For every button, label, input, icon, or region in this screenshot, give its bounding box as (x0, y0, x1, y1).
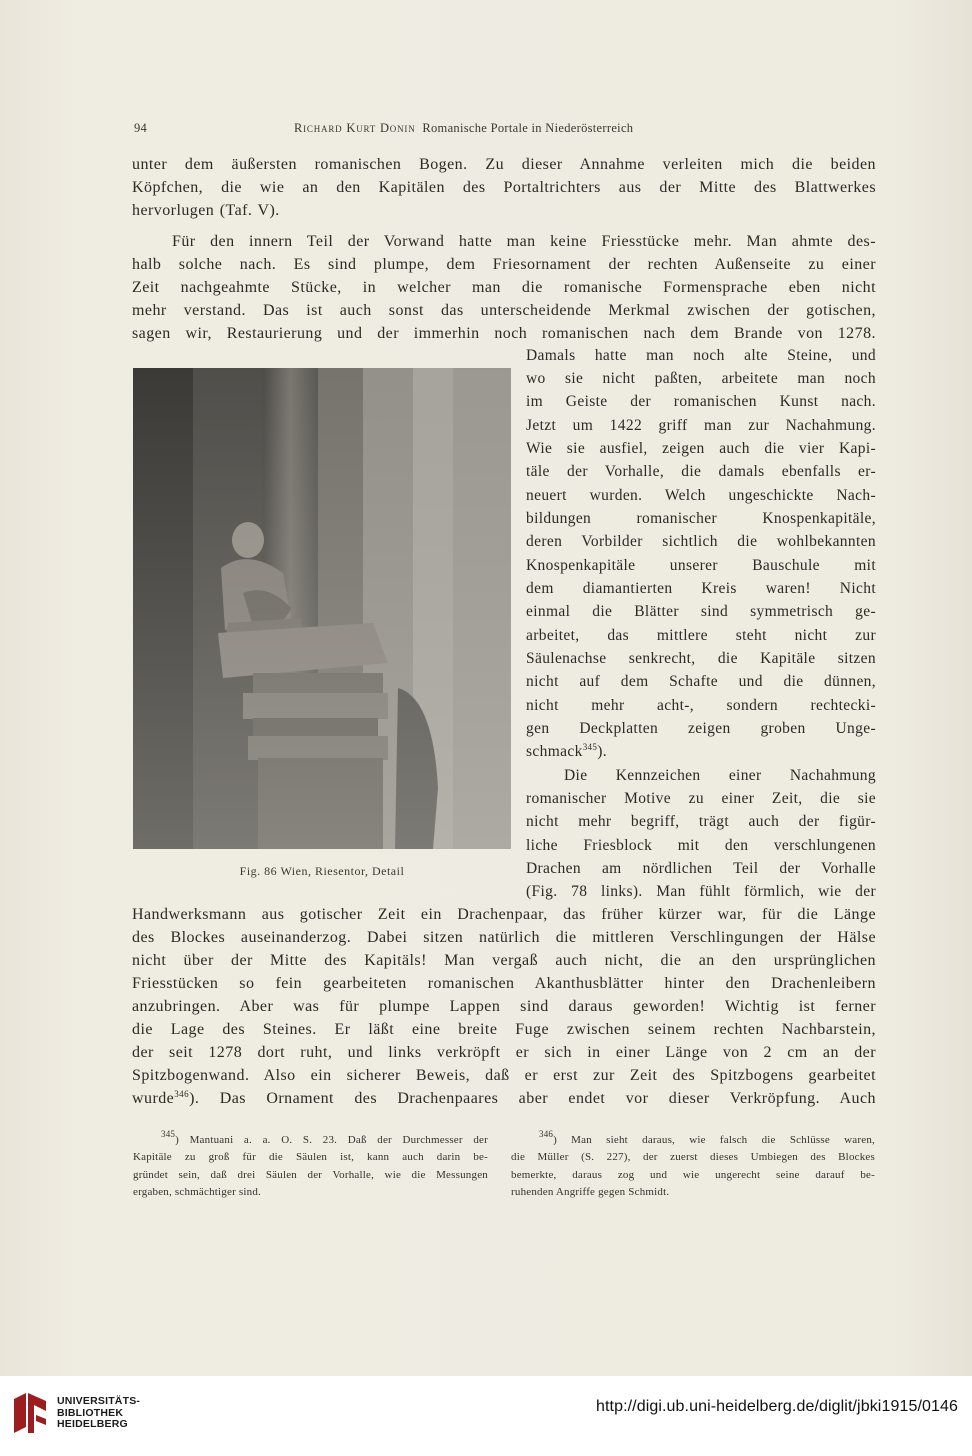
column-line: dem diamantierten Kreis waren! Nicht (526, 580, 876, 597)
column-line: (Fig. 78 links). Man fühlt förmlich, wie der (526, 883, 876, 900)
footnote-line (511, 1129, 875, 1149)
column-line: nicht mehr begriff, trägt auch der figür- (526, 813, 876, 830)
footnote-line: bemerkte, daraus zog und wie ungerecht seine darauf be- (511, 1168, 875, 1181)
library-logo-icon (12, 1391, 48, 1435)
column-line: einmal die Blätter sind symmetrisch ge- (526, 603, 876, 620)
body-line: unter dem äußersten romanischen Bogen. Zu dieser Annahme verleiten mich die beiden (132, 156, 876, 173)
column-line: Drachen am nördlichen Teil der Vorhalle (526, 860, 876, 877)
library-name-line: HEIDELBERG (57, 1418, 128, 1430)
column-line: liche Friesblock mit den verschlungenen (526, 837, 876, 854)
body-line: hervorlugen (Taf. V). (132, 202, 280, 219)
figure-photo (133, 368, 511, 849)
footnote-text: ) Mantuani a. a. O. S. 23. Daß der Durchmesser der (175, 1134, 488, 1146)
footnote-345 (133, 1129, 488, 1201)
library-name (57, 1396, 140, 1431)
column-line: Damals hatte man noch alte Steine, und (526, 347, 876, 364)
body-line: Für den innern Teil der Vorwand hatte man keine Friesstücke mehr. Man ahmte des- (172, 233, 876, 250)
footnote-number: 345 (161, 1129, 176, 1139)
column-line: nicht mehr acht-, sondern rechtecki- (526, 697, 876, 714)
body-line: Zeit nachgeahmte Stücke, in welcher man die romanische Formensprache eben nicht (132, 279, 876, 296)
column-line: bildungen romanischer Knospenkapitäle, (526, 510, 876, 527)
body-line: nicht über der Mitte des Kapitäls! Man vergaß auch nicht, die an den ursprünglichen (132, 952, 876, 969)
column-line: Jetzt um 1422 griff man zur Nachahmung. (526, 417, 876, 434)
riesentor-detail-photo (133, 368, 511, 849)
body-line: sagen wir, Restaurierung und der immerhin noch romanischen nach dem Brande von 1278. (132, 325, 876, 342)
permalink-url[interactable]: http://digi.ub.uni-heidelberg.de/diglit/jbki1915/0146 (595, 1398, 958, 1415)
footnote-number: 346 (539, 1129, 554, 1139)
footnote-line: ruhenden Angriffe gegen Schmidt. (511, 1185, 670, 1198)
body-line: Köpfchen, die wie an den Kapitälen des Portaltrichters aus der Mitte des Blattwerkes (132, 179, 876, 196)
figure-caption: Fig. 86 Wien, Riesentor, Detail (239, 864, 405, 878)
header-author: Richard Kurt Donin (294, 121, 416, 135)
footnote-346 (511, 1129, 875, 1201)
body-line-close: ). (189, 1090, 200, 1107)
digitization-footer (0, 1376, 972, 1456)
column-line: neuert wurden. Welch ungeschickte Nach- (526, 487, 876, 504)
body-line (132, 1087, 876, 1110)
body-line: des Blockes auseinanderzog. Dabei sitzen natürlich die mittleren Verschlingungen der Hälse (132, 929, 876, 946)
column-line: im Geiste der romanischen Kunst nach. (526, 393, 876, 410)
footnote-text: ) Man sieht daraus, wie falsch die Schlüsse waren, (553, 1134, 875, 1146)
column-line: arbeitet, das mittlere steht nicht zur (526, 627, 876, 644)
body-line: die Lage des Steines. Er läßt eine breite Fuge zwischen seinem rechten Nachbarstein, (132, 1021, 876, 1038)
running-title (294, 121, 633, 136)
body-line: Spitzbogenwand. Also ein sicherer Beweis, daß er erst zur Zeit des Spitzbogens gearbeitet (132, 1067, 876, 1084)
body-line: anzubringen. Aber was für plumpe Lappen sind daraus geworden! Wichtig ist ferner (132, 998, 876, 1015)
column-line: Säulenachse senkrecht, die Kapitäle sitzen (526, 650, 876, 667)
footnote-line: gründet sein, daß drei Säulen der Vorhalle, wie die Messungen (133, 1168, 488, 1181)
column-line: Wie sie ausfiel, zeigen auch die vier Kapi- (526, 440, 876, 457)
footnote-line (133, 1129, 488, 1149)
column-line: täle der Vorhalle, die damals ebenfalls er- (526, 463, 876, 480)
footnote-line: ergaben, schmächtiger sind. (133, 1185, 261, 1198)
column-line: nicht auf dem Schafte und die dünnen, (526, 673, 876, 690)
page-number: 94 (134, 121, 148, 135)
column-line (526, 740, 876, 763)
body-line-prefix: wurde (132, 1090, 175, 1107)
column-line: Die Kennzeichen einer Nachahmung (564, 767, 876, 784)
header-title: Romanische Portale in Niederösterreich (422, 121, 634, 135)
footnote-line: Kapitäle zu groß für die Säulen ist, kann auch darin be- (133, 1151, 488, 1164)
footnote-ref-345[interactable]: 345 (582, 742, 598, 752)
column-line: romanischer Motive zu einer Zeit, die sie (526, 790, 876, 807)
column-line-close: ). (597, 743, 607, 760)
column-line-text: schmack (526, 743, 583, 760)
column-line: Knospenkapitäle unserer Bauschule mit (526, 557, 876, 574)
body-line: Friesstücken so fein gearbeiteten romanischen Akanthusblätter hinter den Drachenleibern (132, 975, 876, 992)
body-line: Handwerksmann aus gotischer Zeit ein Drachenpaar, das früher kürzer war, für die Länge (132, 906, 876, 923)
footnote-line: die Müller (S. 227), der zuerst dieses Umbiegen des Blockes (511, 1151, 875, 1164)
footnote-ref-346[interactable]: 346 (174, 1089, 190, 1099)
running-header (134, 121, 875, 141)
body-line: halb solche nach. Es sind plumpe, dem Friesornament der rechten Außenseite zu einer (132, 256, 876, 273)
body-line: mehr verstand. Das ist auch sonst das unterscheidende Merkmal zwischen der gotischen, (132, 302, 876, 319)
column-line: deren Vorbilder sichtlich die wohlbekannten (526, 533, 876, 550)
body-line: der seit 1278 dort ruht, und links verkröpft er sich in einer Länge von 2 cm an der (132, 1044, 876, 1061)
library-name-line: UNIVERSITÄTS- (57, 1395, 141, 1407)
body-line-text: Das Ornament des Drachenpaares aber endet vor dieser Verkröpfung. Auch (219, 1090, 877, 1107)
library-name-line: BIBLIOTHEK (57, 1406, 124, 1419)
column-line: wo sie nicht paßten, arbeitete man noch (526, 370, 876, 387)
column-line: gen Deckplatten zeigen groben Unge- (526, 720, 876, 737)
